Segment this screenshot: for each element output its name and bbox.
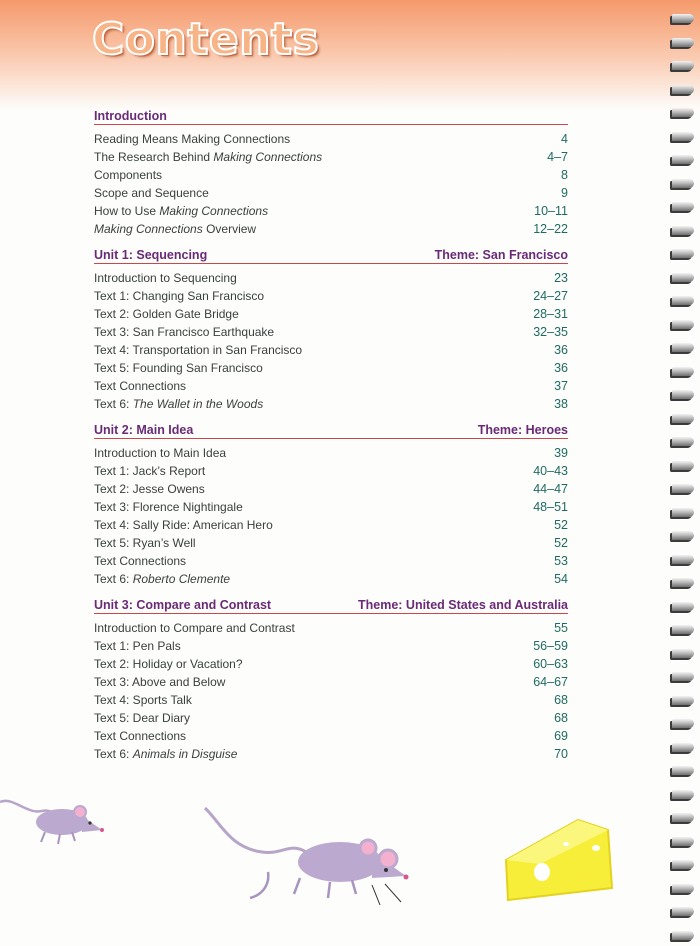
spiral-coil-icon bbox=[672, 273, 694, 282]
entry-title-pre: Text 2: Jesse Owens bbox=[94, 482, 205, 496]
entry-title bbox=[94, 204, 268, 218]
section-title: Unit 1: Sequencing bbox=[94, 248, 208, 262]
entry-title-pre: Text 3: Above and Below bbox=[94, 675, 226, 689]
entry-title-pre: Text 6: bbox=[94, 572, 133, 586]
entry-pages: 24–27 bbox=[533, 289, 568, 303]
entry-title-pre: Text 1: Jack’s Report bbox=[94, 464, 206, 478]
section-title: Introduction bbox=[94, 109, 167, 123]
entry-pages: 37 bbox=[554, 379, 568, 393]
entry-title-post: Overview bbox=[202, 222, 257, 236]
toc-entry bbox=[94, 341, 568, 359]
toc-entry bbox=[94, 287, 568, 305]
entry-title bbox=[94, 307, 239, 321]
page-title: Contents bbox=[92, 14, 320, 65]
entry-title-pre: Text 4: Sally Ride: American Hero bbox=[94, 518, 273, 532]
entry-title-pre: Introduction to Main Idea bbox=[94, 446, 227, 460]
entry-pages: 23 bbox=[554, 271, 568, 285]
entry-pages: 55 bbox=[554, 621, 568, 635]
entry-pages: 52 bbox=[554, 518, 568, 532]
entry-title bbox=[94, 186, 209, 200]
entry-title-pre: Introduction to Sequencing bbox=[94, 271, 237, 285]
spiral-coil-icon bbox=[672, 414, 694, 423]
entry-pages: 69 bbox=[554, 729, 568, 743]
spiral-coil-icon bbox=[672, 14, 694, 23]
entry-title-em: The Wallet in the Woods bbox=[132, 397, 264, 411]
entry-pages: 54 bbox=[554, 572, 568, 586]
entry-pages: 40–43 bbox=[533, 464, 568, 478]
entry-pages: 48–51 bbox=[533, 500, 568, 514]
entry-title bbox=[94, 518, 273, 532]
section-heading bbox=[94, 242, 568, 264]
entry-pages: 10–11 bbox=[534, 204, 568, 218]
cheese-icon bbox=[506, 820, 612, 900]
entry-title bbox=[94, 536, 196, 550]
entry-pages: 4–7 bbox=[547, 150, 568, 164]
toc-entry bbox=[94, 323, 568, 341]
spiral-coil-icon bbox=[672, 249, 694, 258]
entry-title-pre: Text 6: bbox=[94, 397, 133, 411]
spiral-coil-icon bbox=[672, 719, 694, 728]
spiral-coil-icon bbox=[672, 320, 694, 329]
entry-pages: 36 bbox=[554, 343, 568, 357]
spiral-coil-icon bbox=[672, 132, 694, 141]
spiral-coil-icon bbox=[672, 484, 694, 493]
entry-pages: 12–22 bbox=[533, 222, 568, 236]
section-heading bbox=[94, 592, 568, 614]
spiral-coil-icon bbox=[672, 38, 694, 47]
entry-title-pre: Reading Means Making Connections bbox=[94, 132, 291, 146]
toc-entry bbox=[94, 166, 568, 184]
entry-title-pre: How to Use bbox=[94, 204, 160, 218]
spiral-coil-icon bbox=[672, 296, 694, 305]
toc-entry bbox=[94, 184, 568, 202]
entry-title-pre: Text 5: Ryan’s Well bbox=[94, 536, 196, 550]
toc-entry bbox=[94, 498, 568, 516]
toc-entry bbox=[94, 395, 568, 413]
mouse-icon bbox=[205, 808, 409, 905]
entry-title-pre: Scope and Sequence bbox=[94, 186, 209, 200]
entry-title-pre: Text 2: Golden Gate Bridge bbox=[94, 307, 239, 321]
spiral-coil-icon bbox=[672, 85, 694, 94]
entry-title bbox=[94, 271, 237, 285]
entry-title bbox=[94, 361, 263, 375]
entry-title bbox=[94, 639, 181, 653]
spiral-coil-icon bbox=[672, 672, 694, 681]
toc-entry bbox=[94, 727, 568, 745]
spiral-coil-icon bbox=[672, 602, 694, 611]
entry-title bbox=[94, 446, 226, 460]
entry-title-pre: Text Connections bbox=[94, 729, 187, 743]
entry-title bbox=[94, 747, 237, 761]
entry-pages: 28–31 bbox=[533, 307, 568, 321]
toc-entry bbox=[94, 673, 568, 691]
spiral-coil-icon bbox=[672, 108, 694, 117]
toc-entry bbox=[94, 305, 568, 323]
entry-title-pre: Introduction to Compare and Contrast bbox=[94, 621, 295, 635]
entry-title bbox=[94, 397, 263, 411]
entry-pages: 38 bbox=[554, 397, 568, 411]
table-of-contents bbox=[94, 103, 568, 763]
toc-entry bbox=[94, 480, 568, 498]
spiral-coil-icon bbox=[672, 461, 694, 470]
entry-title-pre: Text Connections bbox=[94, 554, 187, 568]
spiral-coil-icon bbox=[672, 179, 694, 188]
spiral-coil-icon bbox=[672, 61, 694, 70]
entry-title-em: Making Connections bbox=[159, 204, 269, 218]
section-theme: Theme: San Francisco bbox=[434, 248, 568, 262]
entry-title-em: Roberto Clemente bbox=[132, 572, 231, 586]
entry-title bbox=[94, 343, 302, 357]
entry-title bbox=[94, 289, 264, 303]
spiral-coil-icon bbox=[672, 578, 694, 587]
toc-entry bbox=[94, 570, 568, 588]
toc-entry bbox=[94, 220, 568, 238]
entry-title bbox=[94, 572, 230, 586]
entry-title bbox=[94, 464, 205, 478]
entry-pages: 70 bbox=[554, 747, 568, 761]
entry-title-em: Animals in Disguise bbox=[132, 747, 238, 761]
spiral-coil-icon bbox=[672, 343, 694, 352]
toc-entry bbox=[94, 691, 568, 709]
toc-entry bbox=[94, 444, 568, 462]
spiral-coil-icon bbox=[672, 531, 694, 540]
entry-title-pre: Text Connections bbox=[94, 379, 187, 393]
entry-title bbox=[94, 168, 162, 182]
toc-entry bbox=[94, 377, 568, 395]
toc-entry bbox=[94, 202, 568, 220]
spiral-coil-icon bbox=[672, 202, 694, 211]
entry-title-pre: Text 5: Dear Diary bbox=[94, 711, 191, 725]
entry-pages: 53 bbox=[554, 554, 568, 568]
entry-title-pre: Text 2: Holiday or Vacation? bbox=[94, 657, 243, 671]
entry-pages: 68 bbox=[554, 711, 568, 725]
entry-title-pre: Text 3: Florence Nightingale bbox=[94, 500, 243, 514]
entry-pages: 56–59 bbox=[533, 639, 568, 653]
entry-pages: 68 bbox=[554, 693, 568, 707]
section-heading bbox=[94, 417, 568, 439]
spiral-coil-icon bbox=[672, 743, 694, 752]
section-theme: Theme: Heroes bbox=[477, 423, 568, 437]
entry-title-pre: Text 3: San Francisco Earthquake bbox=[94, 325, 275, 339]
entry-title bbox=[94, 693, 192, 707]
toc-entry bbox=[94, 462, 568, 480]
entry-title-pre: Text 1: Pen Pals bbox=[94, 639, 181, 653]
toc-entry bbox=[94, 552, 568, 570]
entry-title bbox=[94, 150, 322, 164]
toc-entry bbox=[94, 534, 568, 552]
entry-pages: 44–47 bbox=[533, 482, 568, 496]
spiral-coil-icon bbox=[672, 390, 694, 399]
entry-title bbox=[94, 657, 243, 671]
entry-pages: 32–35 bbox=[533, 325, 568, 339]
entry-pages: 36 bbox=[554, 361, 568, 375]
spiral-coil-icon bbox=[672, 226, 694, 235]
entry-title-em: Making Connections bbox=[94, 222, 203, 236]
entry-title-pre: Text 4: Sports Talk bbox=[94, 693, 192, 707]
section-title: Unit 2: Main Idea bbox=[94, 423, 194, 437]
entry-pages: 64–67 bbox=[533, 675, 568, 689]
entry-title bbox=[94, 675, 225, 689]
spiral-coil-icon bbox=[672, 508, 694, 517]
entry-title bbox=[94, 554, 186, 568]
entry-title bbox=[94, 621, 295, 635]
toc-entry bbox=[94, 619, 568, 637]
mouse-icon bbox=[0, 801, 104, 844]
entry-pages: 4 bbox=[561, 132, 568, 146]
toc-entry bbox=[94, 637, 568, 655]
entry-pages: 39 bbox=[554, 446, 568, 460]
toc-entry bbox=[94, 148, 568, 166]
entry-title-pre: Text 6: bbox=[94, 747, 133, 761]
entry-title bbox=[94, 500, 243, 514]
entry-title-pre: Text 4: Transportation in San Francisco bbox=[94, 343, 303, 357]
entry-title bbox=[94, 482, 205, 496]
toc-entry bbox=[94, 269, 568, 287]
spiral-coil-icon bbox=[672, 155, 694, 164]
entry-title bbox=[94, 325, 274, 339]
section-heading bbox=[94, 103, 568, 125]
entry-title bbox=[94, 711, 190, 725]
entry-title bbox=[94, 379, 186, 393]
entry-title bbox=[94, 132, 290, 146]
decorative-illustration bbox=[0, 760, 700, 946]
toc-entry bbox=[94, 516, 568, 534]
section-theme: Theme: United States and Australia bbox=[358, 598, 568, 612]
toc-entry bbox=[94, 130, 568, 148]
spiral-coil-icon bbox=[672, 367, 694, 376]
entry-title bbox=[94, 222, 256, 236]
entry-title-em: Making Connections bbox=[213, 150, 323, 164]
entry-title-pre: Text 5: Founding San Francisco bbox=[94, 361, 263, 375]
toc-entry bbox=[94, 655, 568, 673]
spiral-coil-icon bbox=[672, 437, 694, 446]
spiral-coil-icon bbox=[672, 649, 694, 658]
spiral-coil-icon bbox=[672, 696, 694, 705]
entry-title bbox=[94, 729, 186, 743]
entry-pages: 52 bbox=[554, 536, 568, 550]
entry-pages: 60–63 bbox=[533, 657, 568, 671]
entry-pages: 9 bbox=[561, 186, 568, 200]
toc-entry bbox=[94, 709, 568, 727]
spiral-coil-icon bbox=[672, 555, 694, 564]
entry-title-pre: Text 1: Changing San Francisco bbox=[94, 289, 265, 303]
toc-entry bbox=[94, 359, 568, 377]
entry-pages: 8 bbox=[561, 168, 568, 182]
spiral-coil-icon bbox=[672, 625, 694, 634]
section-title: Unit 3: Compare and Contrast bbox=[94, 598, 272, 612]
entry-title-pre: The Research Behind bbox=[94, 150, 214, 164]
entry-title-pre: Components bbox=[94, 168, 163, 182]
